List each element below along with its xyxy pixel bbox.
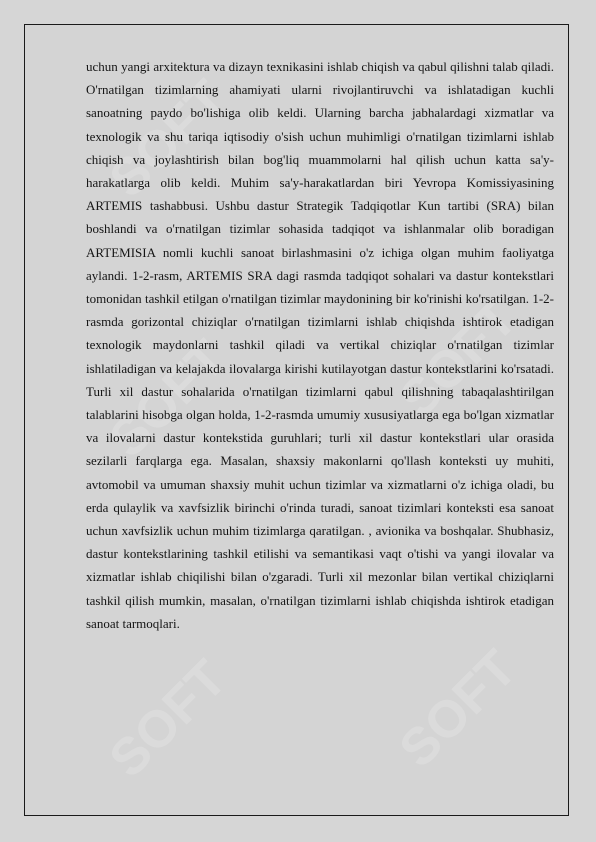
- svg-text:SOFT: SOFT: [388, 639, 528, 779]
- body-paragraph: uchun yangi arxitektura va dizayn texnikasini ishlab chiqish va qabul qilishni talab qiladi. O'rnatilgan tizimlarning ahamiyati ularni rivojlantiruvchi va ishlatadigan kuchli sanoatning paydo bo'lishiga olib keldi. Ularning barcha jabhalardagi xizmatlar va texnologik va shu tariqa iqtisodiy o'sish uchun muhimligi o'rnatilgan tizimlarni ishlab chiqish va joylashtirish bilan bog'liq muammolarni hal qilish uchun katta sa'y-harakatlarga olib keldi. Muhim sa'y-harakatlardan biri Yevropa Komissiyasining ARTEMIS tashabbusi. Ushbu dastur Strategik Tadqiqotlar Kun tartibi (SRA) bilan boshlandi va o'rnatilgan tizimlar sohasida tadqiqot va ishlanmalar olib boradigan ARTEMISIA nomli kuchli sanoat birlashmasini o'z ichiga olgan muhim faoliyatga aylandi. 1-2-rasm, ARTEMIS SRA dagi rasmda tadqiqot sohalari va dastur kontekstlari tomonidan tashkil etilgan o'rnatilgan tizimlar maydonining bir ko'rinishi ko'rsatilgan. 1-2-rasmda gorizontal chiziqlar o'rnatilgan tizimlarni ishlab chiqishda ishtirok etadigan texnologik maydonlarni tashkil qiladi va vertikal chiziqlar o'rnatilgan tizimlar ishlatiladigan va kelajakda ilovalarga kirishi kutilayotgan dastur kontekstlarini ko'rsatadi. Turli xil dastur sohalarida o'rnatilgan tizimlarni qabul qilishning tabaqalashtirilgan talablarini hisobga olgan holda, 1-2-rasmda umumiy xususiyatlarga ega bo'lgan xizmatlar va ilovalarni dastur kontekstida guruhlari; turli xil dastur kontekstlari ular orasida sezilarli farqlarga ega. Masalan, shaxsiy makonlarni qo'llash konteksti uy muhiti, avtomobil va umuman shaxsiy muhit uchun tizimlar va xizmatlarni o'z ichiga oladi, bu erda qulaylik va xavfsizlik birinchi o'rinda turadi, sanoat tizimlari konteksti esa sanoat uchun xavfsizlik uchun muhim tizimlarga qaratilgan. , avionika va boshqalar. Shubhasiz, dastur kontekstlarining tashkil etilishi va semantikasi vaqt o'tishi va yangi ilovalar va xizmatlar ishlab chiqilishi bilan o'zgaradi. Turli xil mezonlar bilan vertikal chiziqlarni tashkil qilish mumkin, masalan, o'rnatilgan tizimlarni ishlab chiqishda ishtirok etadigan sanoat tarmoqlari.: [86, 59, 554, 631]
- svg-text:SOFT: SOFT: [98, 649, 238, 789]
- svg-text:SOFT: SOFT: [98, 329, 238, 469]
- svg-text:SOFT: SOFT: [98, 69, 238, 209]
- svg-text:SOFT: SOFT: [388, 289, 528, 429]
